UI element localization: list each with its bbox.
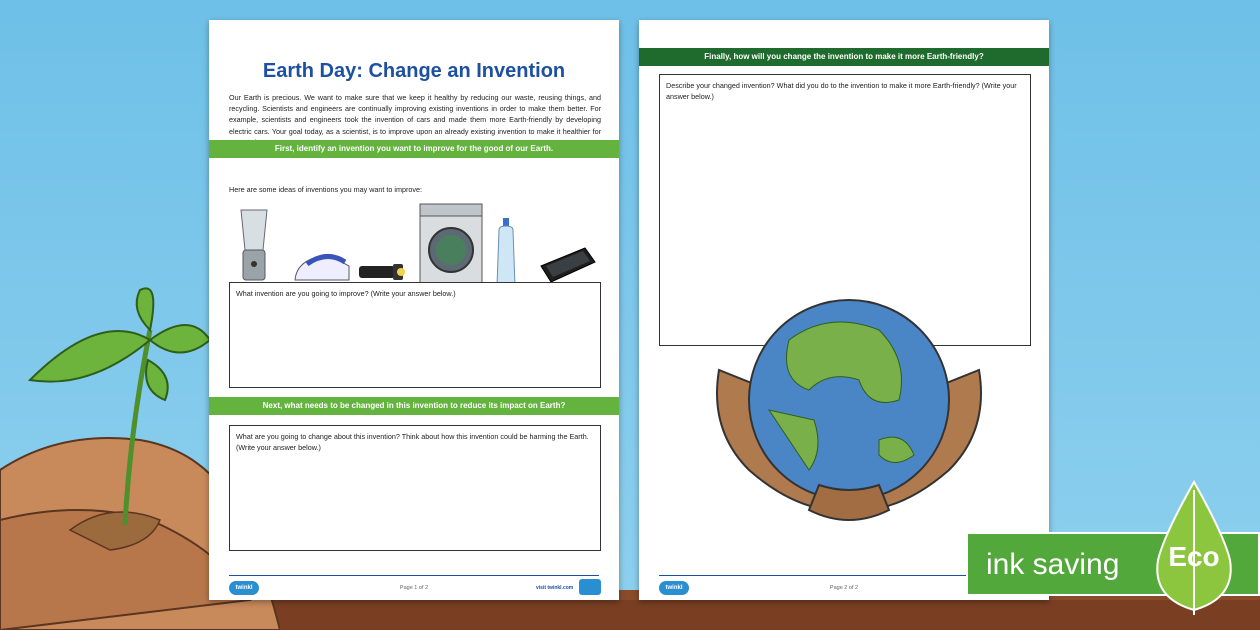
water-bottle-icon [497, 218, 515, 286]
page-title: Earth Day: Change an Invention [262, 60, 566, 82]
ink-saving-label: ink saving [986, 548, 1120, 581]
page-number: Page 1 of 2 [399, 585, 429, 591]
question-1: What invention are you going to improve? (Write your answer below.) [236, 289, 456, 298]
globe-in-hands-icon [709, 290, 989, 530]
twinkl-logo: twinkl [659, 581, 689, 595]
visit-link[interactable]: visit twinkl.com [536, 585, 574, 591]
worksheet-page-2 [639, 20, 1049, 600]
question-3: Describe your changed invention? What did you do to the invention to make it more Earth-friendly? (Write your answer below.) [666, 81, 1017, 101]
ideas-label: Here are some ideas of inventions you may want to improve: [229, 185, 422, 194]
badge-icon [579, 579, 601, 595]
question-2: What are you going to change about this invention? Think about how this invention could be harming the Earth. (Write your answer below.) [236, 432, 589, 452]
step-1-banner: First, identify an invention you want to improve for the good of our Earth. [209, 140, 619, 158]
step-3-banner: Finally, how will you change the invention to make it more Earth-friendly? [639, 48, 1049, 66]
answer-box-1[interactable] [229, 282, 601, 388]
intro-paragraph: Our Earth is precious. We want to make sure that we keep it healthy by reducing our waste, reusing things, and recycling. Scientists and engineers are continually improving existing inventions in order to make them better. For example, scientists and engineers took the invention of cars and made them more Earth-friendly by developing electric cars. Your goal today, as a scientist, is to improve upon an already existing invention to make it healthier for [229, 93, 601, 136]
step-2-banner: Next, what needs to be changed in this invention to reduce its impact on Earth? [209, 397, 619, 415]
worksheet-page-1 [209, 20, 619, 600]
page-number: Page 2 of 2 [829, 585, 859, 591]
answer-box-2[interactable] [229, 425, 601, 551]
invention-images [237, 200, 607, 292]
flashlight-icon [359, 264, 405, 280]
iron-icon [295, 255, 349, 280]
footer-divider [229, 575, 599, 576]
smartphone-icon [541, 248, 595, 282]
blender-icon [241, 210, 267, 280]
twinkl-logo: twinkl [229, 581, 259, 595]
eco-badge: Eco [1168, 541, 1220, 572]
washing-machine-icon [420, 204, 482, 288]
